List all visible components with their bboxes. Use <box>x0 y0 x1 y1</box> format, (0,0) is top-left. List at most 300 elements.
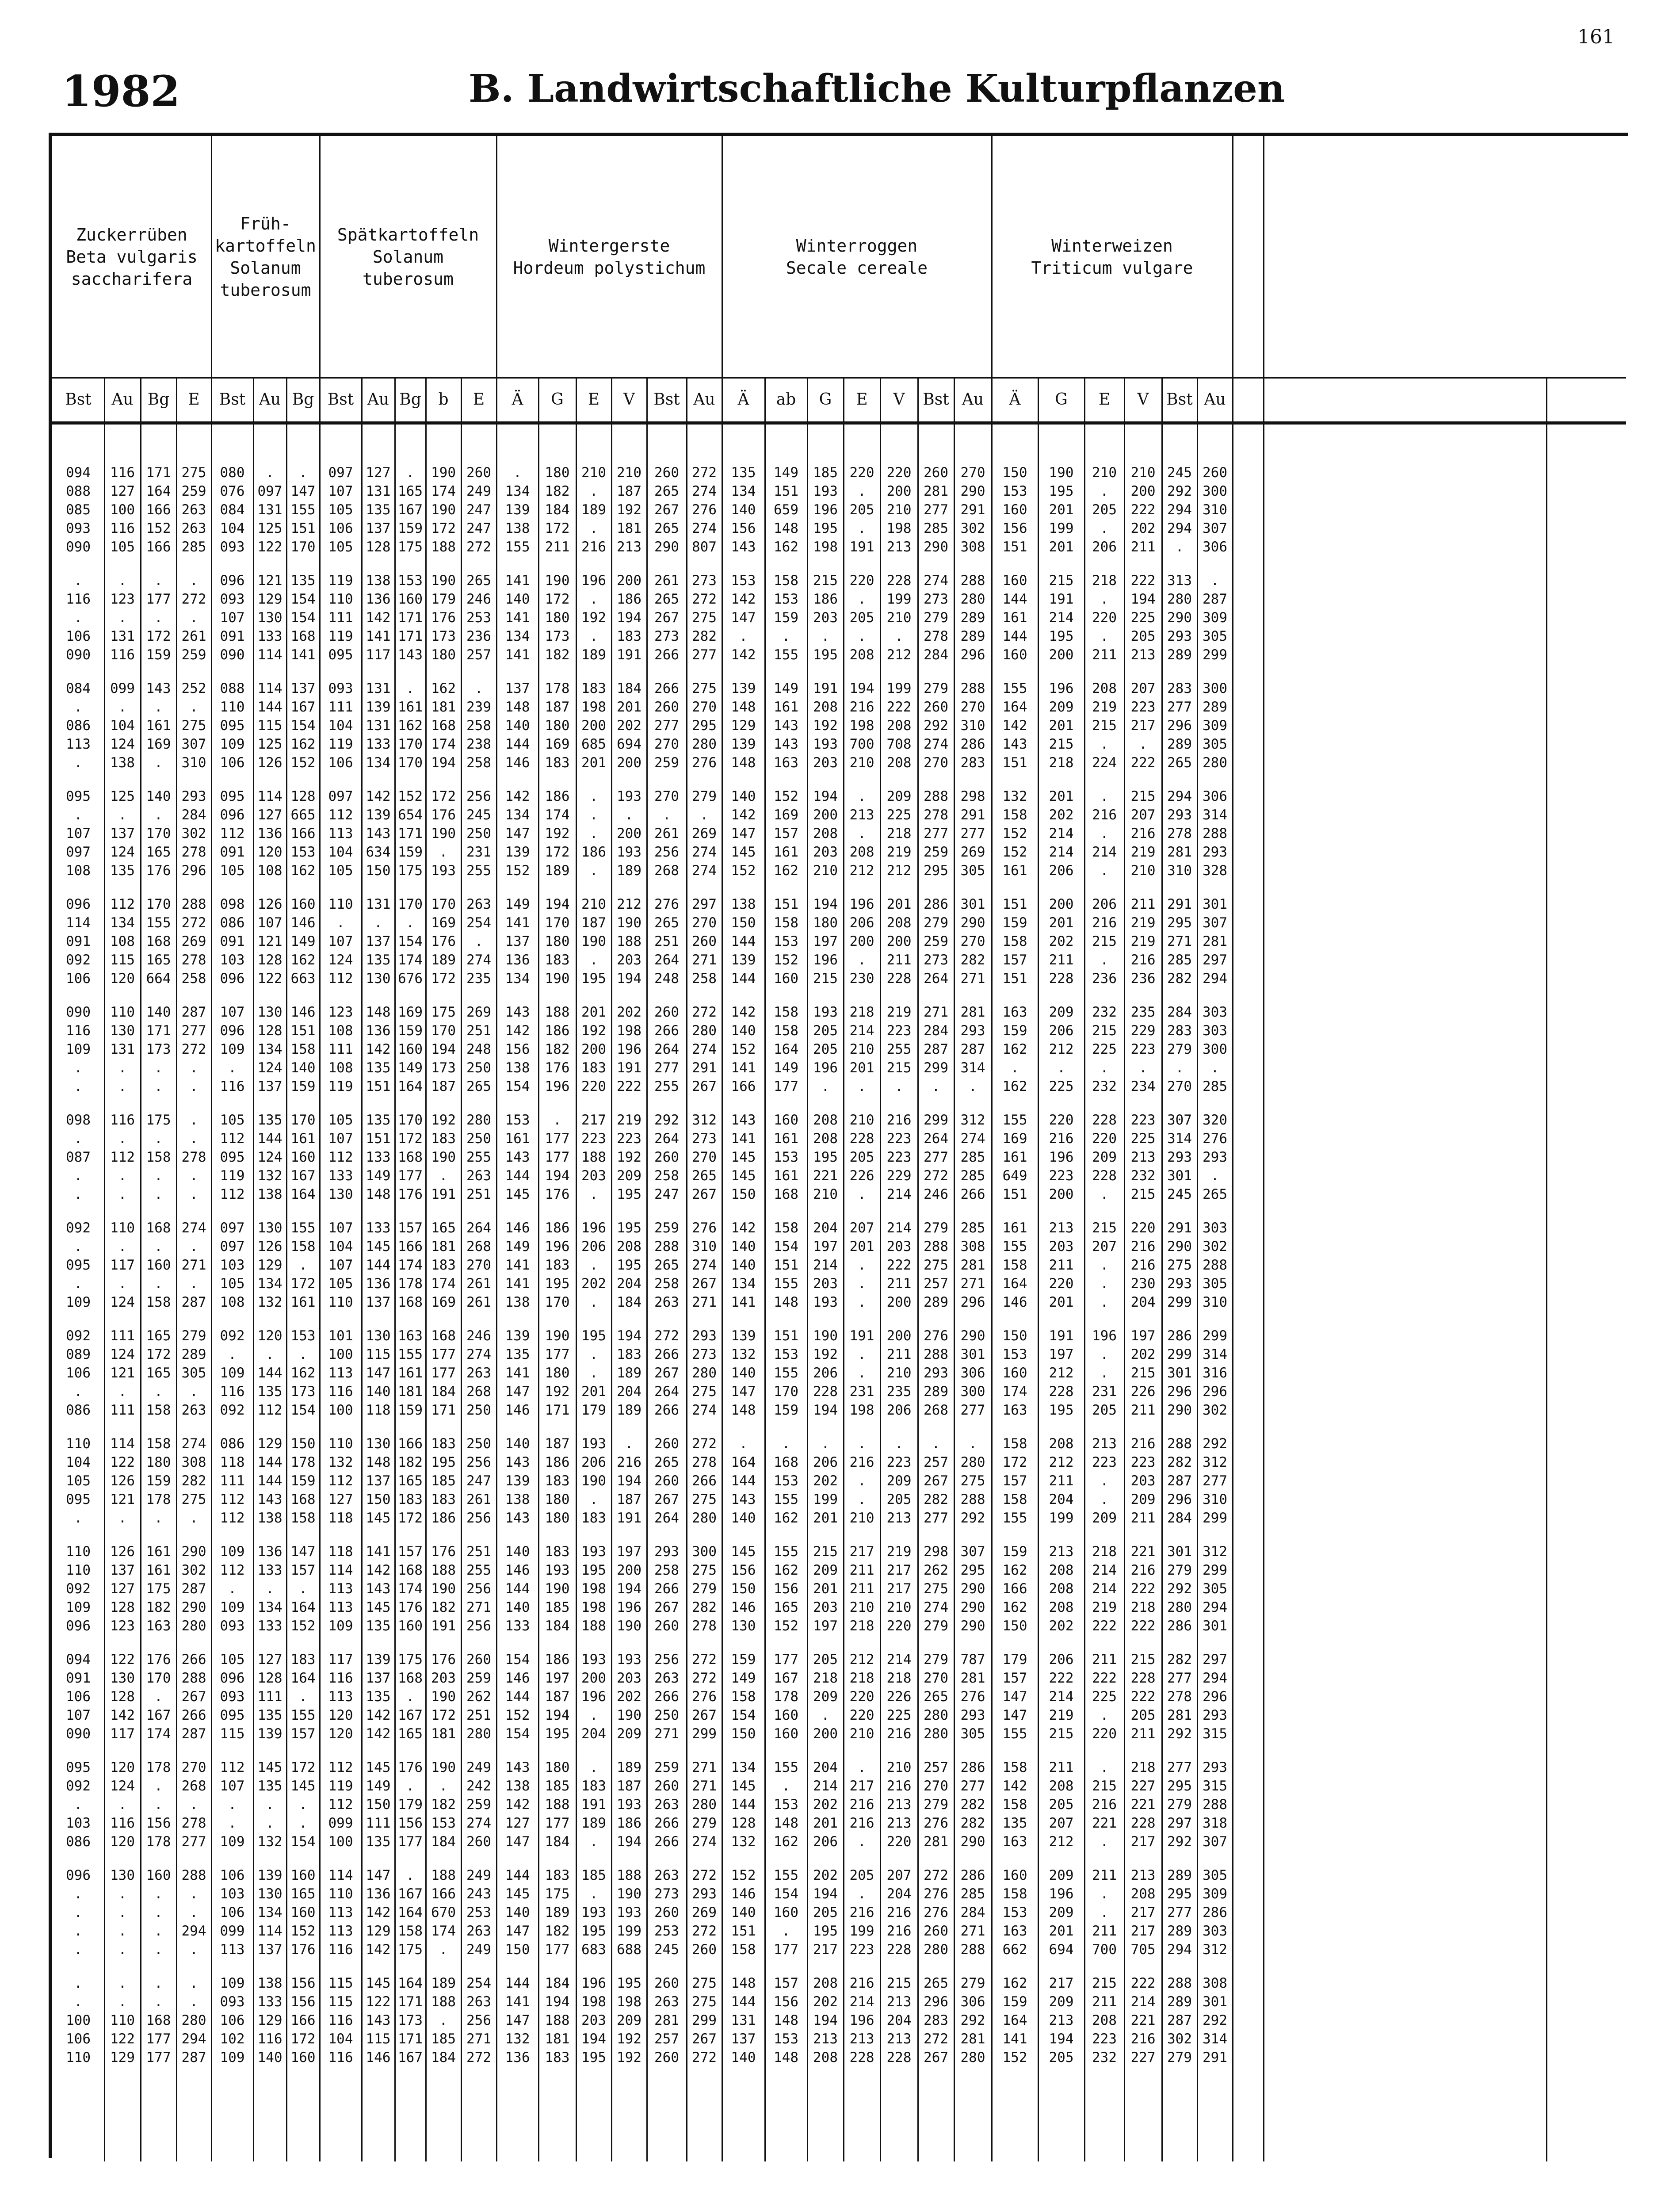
table-cell: 155 <box>774 1365 798 1381</box>
table-cell: 216 <box>849 1797 874 1813</box>
table-cell: 160 <box>1002 573 1027 589</box>
table-cell: 261 <box>654 826 679 842</box>
table-cell: 116 <box>328 1942 353 1958</box>
table-cell: 206 <box>813 1454 838 1470</box>
table-cell: 203 <box>617 1670 641 1686</box>
table-cell: 118 <box>366 1402 391 1418</box>
table-cell: 197 <box>545 1670 570 1686</box>
table-cell: 288 <box>960 573 985 589</box>
table-cell: . <box>513 465 522 481</box>
table-cell: 271 <box>692 1778 717 1794</box>
table-cell: 158 <box>1002 1886 1027 1902</box>
table-cell: 114 <box>110 1436 135 1452</box>
table-cell: 127 <box>328 1492 353 1507</box>
table-cell: . <box>118 1384 127 1400</box>
table-cell: 187 <box>431 1079 456 1094</box>
table-cell: 158 <box>290 1239 316 1255</box>
table-cell: 159 <box>398 1023 423 1039</box>
table-cell: 159 <box>1002 1994 1027 2010</box>
table-cell: . <box>190 1797 198 1813</box>
table-cell: 153 <box>398 573 423 589</box>
table-cell: 151 <box>1002 755 1027 771</box>
table-cell: 251 <box>466 1544 491 1560</box>
table-cell: . <box>858 1186 866 1202</box>
table-cell: 155 <box>290 1220 316 1236</box>
column-header: Bst <box>923 390 949 409</box>
table-cell: . <box>190 1060 198 1076</box>
table-cell: 205 <box>1049 1797 1074 1813</box>
table-cell: 186 <box>617 1815 641 1831</box>
table-cell: 189 <box>617 1760 641 1775</box>
table-cell: 122 <box>257 539 283 555</box>
table-cell: 165 <box>431 1220 456 1236</box>
table-cell: 129 <box>257 2012 283 2028</box>
table-cell: . <box>969 1079 977 1094</box>
table-cell: 205 <box>813 1041 838 1057</box>
table-cell: 223 <box>1130 1112 1156 1128</box>
table-cell: 195 <box>581 1328 606 1344</box>
table-cell: 208 <box>886 718 912 734</box>
table-cell: 194 <box>813 896 838 912</box>
table-cell: 263 <box>466 1994 491 2010</box>
table-cell: 132 <box>1002 788 1027 804</box>
table-cell: 191 <box>617 647 641 663</box>
table-cell: 292 <box>1167 1581 1192 1597</box>
table-cell: 236 <box>1092 971 1117 987</box>
table-cell: 096 <box>66 1618 91 1634</box>
table-cell: 203 <box>617 952 641 968</box>
table-cell: . <box>118 1905 127 1920</box>
table-cell: 228 <box>1092 1168 1117 1184</box>
table-cell: 223 <box>1130 1454 1156 1470</box>
table-cell: 165 <box>290 1886 316 1902</box>
table-cell: 206 <box>581 1239 606 1255</box>
table-cell: . <box>74 610 83 626</box>
table-cell: 145 <box>731 1149 756 1165</box>
table-cell: . <box>118 1886 127 1902</box>
table-cell: . <box>190 1886 198 1902</box>
table-cell: 296 <box>960 1294 985 1310</box>
table-cell: 196 <box>849 2012 874 2028</box>
column-header: Ä <box>737 390 749 409</box>
table-cell: 212 <box>1049 1834 1074 1850</box>
table-cell: 293 <box>181 788 206 804</box>
table-cell: 155 <box>774 1867 798 1883</box>
table-cell: 263 <box>654 1867 679 1883</box>
table-cell: 285 <box>1167 952 1192 968</box>
table-cell: 187 <box>545 1689 570 1705</box>
table-cell: 217 <box>1130 1923 1156 1939</box>
table-cell: . <box>589 1760 598 1775</box>
table-cell: 161 <box>774 1168 798 1184</box>
table-cell: 294 <box>1203 1670 1227 1686</box>
table-cell: 186 <box>545 1220 570 1236</box>
table-cell: 207 <box>849 1220 874 1236</box>
table-cell: 086 <box>66 1834 91 1850</box>
table-cell: 140 <box>731 2050 756 2066</box>
table-cell: 104 <box>110 718 135 734</box>
table-cell: 198 <box>813 539 838 555</box>
table-cell: 140 <box>290 1060 316 1076</box>
table-cell: 276 <box>924 1905 948 1920</box>
table-cell: 183 <box>545 2050 570 2066</box>
table-cell: 266 <box>654 1346 679 1362</box>
table-cell: 235 <box>886 1384 912 1400</box>
table-cell: 293 <box>692 1886 717 1902</box>
table-cell: 171 <box>398 2031 423 2047</box>
table-cell: 260 <box>924 1923 948 1939</box>
table-cell: 113 <box>220 1942 245 1958</box>
table-cell: 260 <box>654 2050 679 2066</box>
table-cell: 211 <box>1049 1760 1074 1775</box>
table-cell: 150 <box>290 1436 316 1452</box>
table-cell: 123 <box>110 1618 135 1634</box>
table-cell: 145 <box>731 1168 756 1184</box>
table-cell: 134 <box>505 628 530 644</box>
table-cell: 092 <box>220 1402 245 1418</box>
table-cell: . <box>1100 1276 1109 1292</box>
table-cell: 296 <box>181 863 206 879</box>
table-cell: 252 <box>181 681 206 696</box>
table-cell: 260 <box>466 1834 491 1850</box>
table-cell: 289 <box>924 1294 948 1310</box>
table-cell: 148 <box>774 520 798 536</box>
column-header: G <box>819 390 832 409</box>
table-cell: 222 <box>1092 1618 1117 1634</box>
table-cell: 222 <box>1092 1670 1117 1686</box>
table-cell: 279 <box>181 1328 206 1344</box>
table-cell: 245 <box>1167 465 1192 481</box>
table-cell: 254 <box>466 915 491 931</box>
table-cell: 162 <box>290 736 316 752</box>
table-cell: 120 <box>328 1726 353 1742</box>
table-cell: 091 <box>220 628 245 644</box>
table-cell: . <box>228 1815 237 1831</box>
table-cell: 281 <box>1167 1707 1192 1723</box>
column-header: V <box>893 390 905 409</box>
table-cell: 118 <box>328 1510 353 1526</box>
table-cell: 119 <box>328 573 353 589</box>
table-cell: 140 <box>146 1004 171 1020</box>
table-cell: 093 <box>220 1618 245 1634</box>
table-cell: 183 <box>545 1257 570 1273</box>
table-cell: 213 <box>1049 2012 1074 2028</box>
table-cell: 301 <box>1203 1994 1227 2010</box>
table-cell: 137 <box>505 681 530 696</box>
table-cell: 277 <box>181 1834 206 1850</box>
table-cell: 190 <box>431 1581 456 1597</box>
table-cell: . <box>336 915 345 931</box>
table-cell: 307 <box>1203 520 1227 536</box>
table-cell: 328 <box>1203 863 1227 879</box>
table-cell: 180 <box>545 718 570 734</box>
table-cell: 168 <box>431 1328 456 1344</box>
table-cell: 141 <box>505 1365 530 1381</box>
table-cell: 175 <box>545 1886 570 1902</box>
table-cell: 140 <box>505 1905 530 1920</box>
table-cell: . <box>118 807 127 823</box>
table-cell: 202 <box>813 1473 838 1489</box>
table-cell: 215 <box>1092 718 1117 734</box>
table-cell: 174 <box>398 1581 423 1597</box>
table-cell: 095 <box>66 1492 91 1507</box>
table-cell: 220 <box>581 1079 606 1094</box>
table-cell: 191 <box>581 1797 606 1813</box>
table-cell: 228 <box>1130 1815 1156 1831</box>
table-cell: 278 <box>924 628 948 644</box>
table-cell: 257 <box>924 1276 948 1292</box>
table-cell: 152 <box>398 788 423 804</box>
table-cell: 109 <box>66 1599 91 1615</box>
table-cell: 136 <box>366 591 391 607</box>
table-cell: 188 <box>581 1618 606 1634</box>
table-cell: . <box>700 807 709 823</box>
table-cell: 143 <box>505 1760 530 1775</box>
table-cell: 137 <box>290 681 316 696</box>
table-cell: 270 <box>960 699 985 715</box>
table-cell: 196 <box>813 502 838 518</box>
table-cell: . <box>118 1942 127 1958</box>
table-cell: 154 <box>398 933 423 949</box>
table-cell: 295 <box>1167 1778 1192 1794</box>
table-cell: 277 <box>960 1402 985 1418</box>
table-cell: 185 <box>581 1867 606 1883</box>
table-cell: 221 <box>1130 1797 1156 1813</box>
table-cell: 220 <box>1049 1112 1074 1128</box>
column-header: Au <box>367 390 389 409</box>
table-cell: 276 <box>1203 1131 1227 1147</box>
table-cell: 214 <box>1092 844 1117 860</box>
table-cell: 235 <box>1130 1004 1156 1020</box>
table-cell: 261 <box>466 1492 491 1507</box>
table-cell: 135 <box>366 1112 391 1128</box>
table-cell: 288 <box>924 1239 948 1255</box>
table-cell: 277 <box>924 502 948 518</box>
table-cell: 158 <box>774 1004 798 1020</box>
table-cell: 209 <box>813 1562 838 1578</box>
table-cell: 276 <box>692 1220 717 1236</box>
table-cell: 177 <box>146 591 171 607</box>
table-cell: 135 <box>366 1060 391 1076</box>
table-cell: 219 <box>1049 1707 1074 1723</box>
table-cell: 160 <box>290 1905 316 1920</box>
table-cell: 115 <box>328 1994 353 2010</box>
table-cell: 215 <box>1130 788 1156 804</box>
table-cell: 208 <box>886 915 912 931</box>
table-cell: 165 <box>398 483 423 499</box>
table-cell: 091 <box>66 933 91 949</box>
table-cell: 108 <box>66 863 91 879</box>
table-cell: 209 <box>1130 1492 1156 1507</box>
table-cell: . <box>74 1168 83 1184</box>
table-cell: 146 <box>505 1670 530 1686</box>
table-cell: . <box>1100 1473 1109 1489</box>
table-cell: 120 <box>257 1328 283 1344</box>
table-cell: 218 <box>1049 755 1074 771</box>
table-cell: 208 <box>1049 1778 1074 1794</box>
table-cell: 277 <box>181 1023 206 1039</box>
table-cell: 115 <box>110 952 135 968</box>
table-cell: 154 <box>290 1402 316 1418</box>
table-cell: 133 <box>257 1994 283 2010</box>
table-cell: 128 <box>366 539 391 555</box>
table-cell: 190 <box>545 1581 570 1597</box>
table-cell: 112 <box>257 1402 283 1418</box>
table-cell: 228 <box>1092 1112 1117 1128</box>
table-cell: 155 <box>398 1346 423 1362</box>
table-cell: 275 <box>924 1581 948 1597</box>
table-cell: 158 <box>731 1689 756 1705</box>
table-cell: 222 <box>1130 755 1156 771</box>
table-cell: 301 <box>1203 896 1227 912</box>
table-cell: 120 <box>257 844 283 860</box>
table-cell: 167 <box>774 1670 798 1686</box>
table-cell: 308 <box>960 539 985 555</box>
table-cell: 150 <box>366 1492 391 1507</box>
table-cell: 127 <box>110 483 135 499</box>
table-cell: 155 <box>1002 681 1027 696</box>
table-cell: . <box>895 1436 903 1452</box>
table-cell: 220 <box>1092 610 1117 626</box>
table-cell: 294 <box>1203 1599 1227 1615</box>
table-cell: 086 <box>66 1402 91 1418</box>
table-cell: 155 <box>146 915 171 931</box>
table-cell: 208 <box>813 2050 838 2066</box>
table-cell: 163 <box>146 1618 171 1634</box>
table-cell: 201 <box>581 755 606 771</box>
table-cell: 140 <box>731 1257 756 1273</box>
table-cell: 271 <box>692 1760 717 1775</box>
table-cell: 186 <box>431 1510 456 1526</box>
table-cell: 152 <box>774 952 798 968</box>
table-cell: 156 <box>1002 520 1027 536</box>
table-cell: 807 <box>692 539 717 555</box>
table-cell: 248 <box>654 971 679 987</box>
table-cell: 175 <box>146 1581 171 1597</box>
table-cell: 175 <box>398 1942 423 1958</box>
table-cell: 163 <box>774 755 798 771</box>
table-cell: 158 <box>1002 1436 1027 1452</box>
table-cell: 158 <box>290 1510 316 1526</box>
table-cell: . <box>782 1923 790 1939</box>
table-cell: 137 <box>366 1670 391 1686</box>
table-cell: 292 <box>960 2012 985 2028</box>
table-cell: 141 <box>731 1294 756 1310</box>
table-cell: 196 <box>849 896 874 912</box>
table-cell: 289 <box>1203 699 1227 715</box>
table-cell: 153 <box>290 1328 316 1344</box>
table-cell: 180 <box>545 1492 570 1507</box>
table-cell: 176 <box>398 1760 423 1775</box>
table-cell: 162 <box>1002 1562 1027 1578</box>
table-cell: 216 <box>1130 826 1156 842</box>
table-cell: 160 <box>290 1867 316 1883</box>
table-cell: 294 <box>1167 502 1192 518</box>
table-cell: 182 <box>545 1041 570 1057</box>
table-cell: 136 <box>257 1544 283 1560</box>
table-cell: 172 <box>146 628 171 644</box>
table-cell: 199 <box>813 1492 838 1507</box>
table-cell: 203 <box>431 1670 456 1686</box>
table-cell: 282 <box>692 1599 717 1615</box>
table-cell: . <box>1100 1886 1109 1902</box>
table-cell: . <box>190 1975 198 1991</box>
table-cell: 175 <box>146 1112 171 1128</box>
table-cell: 139 <box>366 807 391 823</box>
table-cell: . <box>589 807 598 823</box>
table-cell: 143 <box>146 681 171 696</box>
table-cell: 096 <box>220 807 245 823</box>
table-cell: 296 <box>1203 1384 1227 1400</box>
table-cell: 194 <box>813 788 838 804</box>
table-cell: 254 <box>466 1975 491 1991</box>
table-cell: 076 <box>220 483 245 499</box>
table-cell: 659 <box>774 502 798 518</box>
table-cell: 195 <box>813 1923 838 1939</box>
table-cell: 153 <box>1002 483 1027 499</box>
table-cell: 272 <box>692 1652 717 1668</box>
table-cell: 279 <box>924 610 948 626</box>
table-cell: 155 <box>1002 1239 1027 1255</box>
table-cell: 278 <box>1167 826 1192 842</box>
table-cell: 216 <box>617 1454 641 1470</box>
table-cell: . <box>190 1942 198 1958</box>
table-cell: 090 <box>220 647 245 663</box>
table-cell: 202 <box>813 1867 838 1883</box>
table-cell: 205 <box>849 502 874 518</box>
table-cell: 208 <box>813 1131 838 1147</box>
table-cell: 159 <box>731 1652 756 1668</box>
table-cell: 220 <box>1092 1131 1117 1147</box>
table-cell: 296 <box>1167 718 1192 734</box>
table-cell: 312 <box>1203 1942 1227 1958</box>
table-cell: 293 <box>1167 807 1192 823</box>
table-cell: 147 <box>505 826 530 842</box>
table-cell: 290 <box>1167 610 1192 626</box>
table-cell: 134 <box>257 1905 283 1920</box>
table-cell: 141 <box>505 647 530 663</box>
table-cell: 284 <box>1167 1510 1192 1526</box>
table-cell: 218 <box>813 1670 838 1686</box>
table-cell: 202 <box>581 1276 606 1292</box>
table-cell: 223 <box>1130 1041 1156 1057</box>
table-cell: . <box>589 1346 598 1362</box>
table-cell: 122 <box>110 1652 135 1668</box>
table-cell: 192 <box>813 1346 838 1362</box>
column-header: G <box>1055 390 1068 409</box>
table-cell: 215 <box>1092 1778 1117 1794</box>
table-cell: . <box>190 1905 198 1920</box>
table-cell: 160 <box>774 1726 798 1742</box>
table-cell: 105 <box>220 1276 245 1292</box>
table-cell: 162 <box>431 681 456 696</box>
table-cell: 193 <box>581 1436 606 1452</box>
table-cell: 130 <box>257 610 283 626</box>
table-cell: 215 <box>1092 1023 1117 1039</box>
table-cell: 274 <box>466 1815 491 1831</box>
table-cell: 184 <box>545 1618 570 1634</box>
table-cell: 260 <box>654 1004 679 1020</box>
table-cell: 202 <box>1049 807 1074 823</box>
table-cell: 183 <box>545 755 570 771</box>
table-cell: 303 <box>1203 1004 1227 1020</box>
table-cell: 107 <box>257 915 283 931</box>
table-cell: 215 <box>1130 1652 1156 1668</box>
table-cell: . <box>118 699 127 715</box>
table-cell: 134 <box>731 1276 756 1292</box>
table-cell: . <box>589 483 598 499</box>
table-cell: 198 <box>886 520 912 536</box>
